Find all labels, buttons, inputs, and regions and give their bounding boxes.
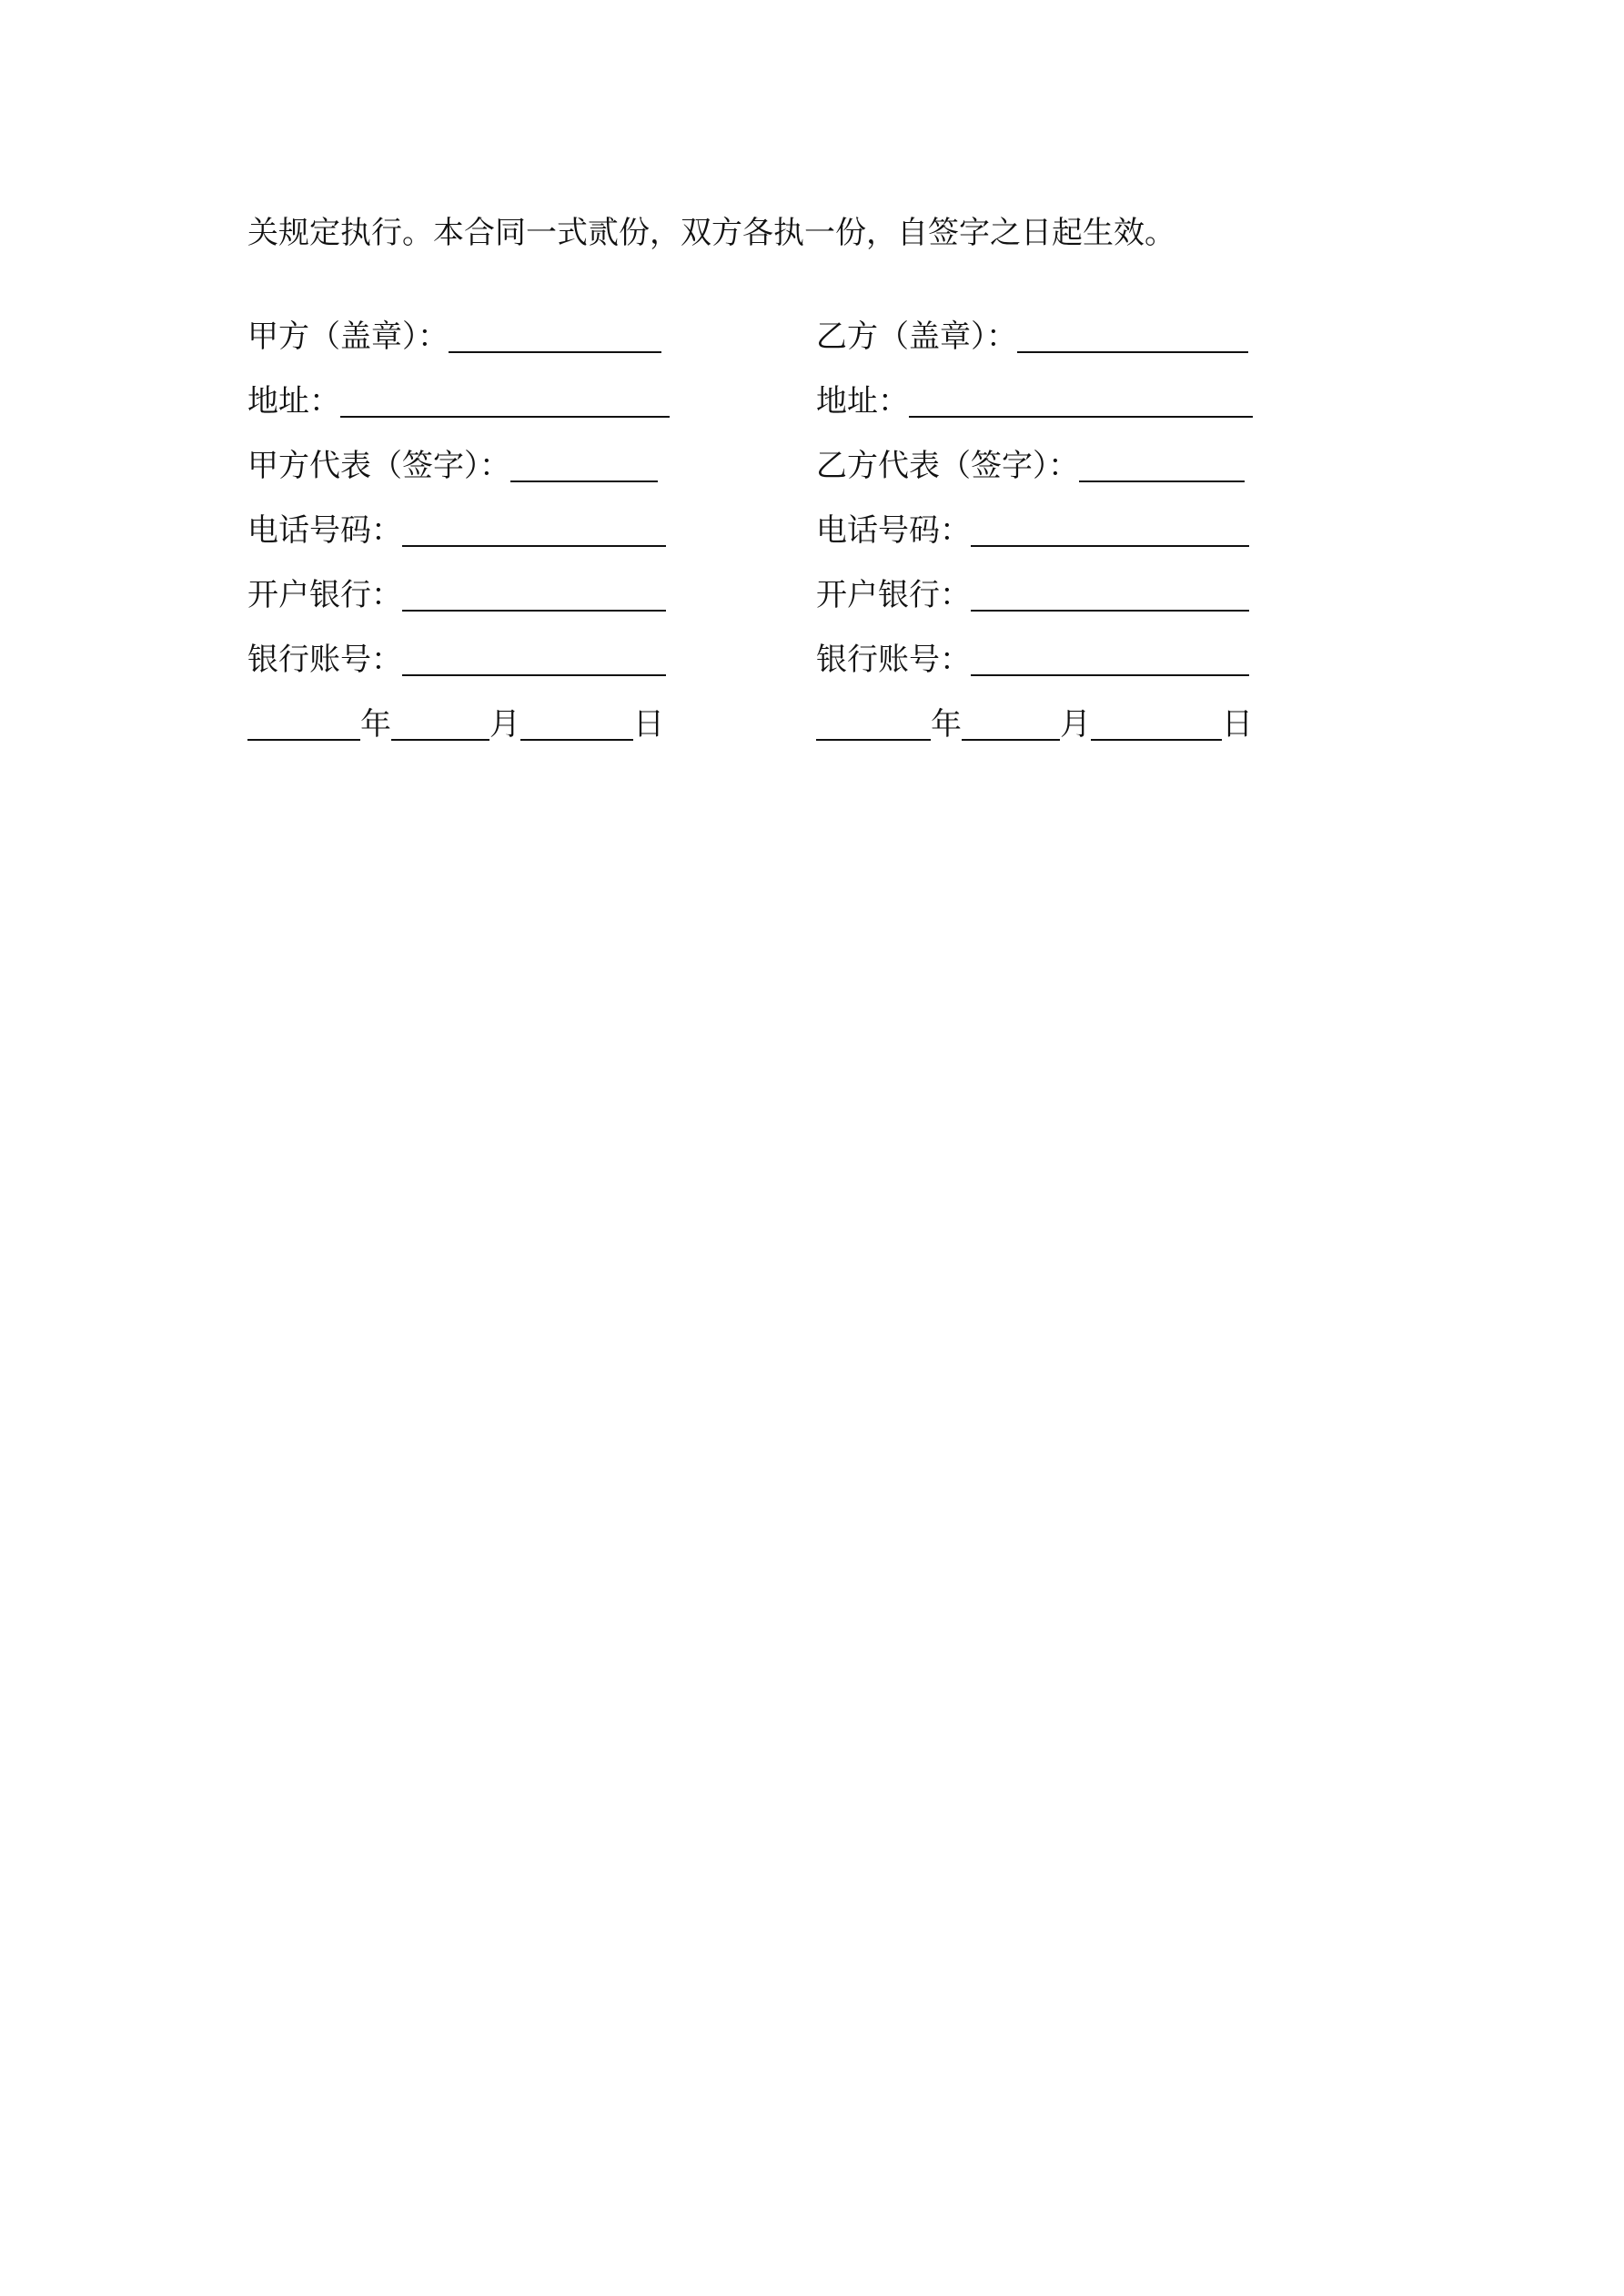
party-b-seal-label: 乙方（盖章）： <box>816 319 1017 355</box>
party-b-representative-label: 乙方代表（签字）： <box>816 448 1079 484</box>
contract-closing-text: 关规定执行。本合同一式贰份，双方各执一份，自签字之日起生效。 <box>247 215 1175 251</box>
party-b-year-blank[interactable] <box>816 703 931 741</box>
party-b-address-row <box>816 379 1253 444</box>
party-a-month-blank[interactable] <box>391 703 489 741</box>
party-b-signature-block <box>816 315 1253 767</box>
party-b-address-blank[interactable] <box>909 379 1253 418</box>
party-a-day-label: 日 <box>633 706 664 743</box>
party-a-bank-blank[interactable] <box>402 573 666 612</box>
party-a-address-label: 地址： <box>247 383 340 420</box>
party-a-representative-blank[interactable] <box>510 444 658 482</box>
party-b-phone-blank[interactable] <box>971 509 1249 547</box>
party-b-month-label: 月 <box>1060 706 1091 743</box>
party-b-year-label: 年 <box>931 706 962 743</box>
party-b-day-blank[interactable] <box>1091 703 1222 741</box>
party-b-phone-row <box>816 509 1253 573</box>
party-b-day-label: 日 <box>1222 706 1253 743</box>
party-a-representative-row <box>247 444 670 509</box>
party-b-bank-label: 开户银行： <box>816 577 971 613</box>
party-b-month-blank[interactable] <box>962 703 1060 741</box>
party-a-address-blank[interactable] <box>340 379 670 418</box>
party-a-phone-blank[interactable] <box>402 509 666 547</box>
party-b-bank-row <box>816 573 1253 638</box>
party-b-seal-row <box>816 315 1253 379</box>
party-a-date-row <box>247 703 670 767</box>
party-b-representative-blank[interactable] <box>1079 444 1245 482</box>
party-a-seal-row <box>247 315 670 379</box>
party-a-seal-label: 甲方（盖章）： <box>247 319 449 355</box>
party-a-bank-label: 开户银行： <box>247 577 402 613</box>
party-b-date-row <box>816 703 1253 767</box>
party-b-account-label: 银行账号： <box>816 642 971 678</box>
party-a-phone-label: 电话号码： <box>247 512 402 549</box>
party-b-representative-row <box>816 444 1253 509</box>
party-a-signature-block <box>247 315 670 767</box>
party-a-account-row <box>247 638 670 703</box>
party-a-year-label: 年 <box>360 706 391 743</box>
party-b-phone-label: 电话号码： <box>816 512 971 549</box>
party-a-bank-row <box>247 573 670 638</box>
party-b-address-label: 地址： <box>816 383 909 420</box>
party-b-account-row <box>816 638 1253 703</box>
party-a-address-row <box>247 379 670 444</box>
party-b-bank-blank[interactable] <box>971 573 1249 612</box>
party-a-account-label: 银行账号： <box>247 642 402 678</box>
party-a-day-blank[interactable] <box>520 703 633 741</box>
party-a-account-blank[interactable] <box>402 638 666 676</box>
party-b-account-blank[interactable] <box>971 638 1249 676</box>
party-a-year-blank[interactable] <box>247 703 360 741</box>
party-b-seal-blank[interactable] <box>1017 315 1248 353</box>
party-a-month-label: 月 <box>489 706 520 743</box>
party-a-phone-row <box>247 509 670 573</box>
party-a-seal-blank[interactable] <box>449 315 661 353</box>
party-a-representative-label: 甲方代表（签字）： <box>247 448 510 484</box>
